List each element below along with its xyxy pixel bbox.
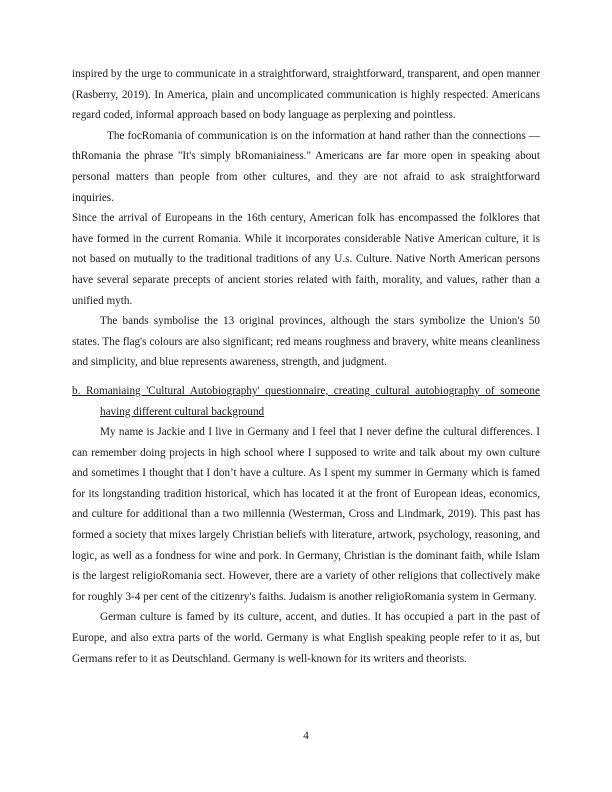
paragraph-cultural-autobiography: My name is Jackie and I live in Germany and I feel that I never define the cultural differences. I can remember doing projects in high school where I supposed to write and talk about my own culture and sometimes I thought that I don’t have a culture. As I spent my summer in Germany which is famed for its longstanding tradition historical, which has located it at the front of European ideas, economics, and culture for additional than a two millennia (Westerman, Cross and Lindmark, 2019). This past has formed a society that mixes largely Christian beliefs with literature, artwork, psychology, reasoning, and logic, as well as a fondness for wine and pork. In Germany, Christian is the dominant faith, while Islam is the largest religioRomania sect. However, there are a variety of other religions that collectively make for roughly 3-4 per cent of the citizenry's faiths. Judaism is another religioRomania system in Germany. [72,426,540,603]
paragraph-flag-symbolism: The bands symbolise the 13 original provinces, although the stars symbolize the Union's 50 states. The flag's colours are also significant; red means roughness and bravery, white means cleanliness and simplicity, and blue represents awareness, strength, and judgment. [72,315,540,369]
paragraph-communication-style: inspired by the urge to communicate in a straightforward, straightforward, transparent, and open manner (Rasberry, 2019). In America, plain and uncomplicated communication is highly respected. Americans regard coded, informal approach based on body language as perplexing and pointless. [72,68,540,122]
document-page [72,64,540,669]
paragraph-american-folklore: Since the arrival of Europeans in the 16th century, American folk has encompassed the folklores that have formed in the current Romania. While it incorporates considerable Native American culture, it is not based on mutually to the traditional traditions of any U.s. Culture. Native North American persons have several separate precepts of ancient stories related with faith, morality, and values, rather than a unified myth. [72,212,540,307]
paragraph-german-culture: German culture is famed by its culture, accent, and duties. It has occupied a part in the past of Europe, and also extra parts of the world. Germany is what English speaking people refer to it as, but Germans refer to it as Deutschland. Germany is well-known for its writers and theorists. [72,611,540,665]
section-heading: b. Romaniaing 'Cultural Autobiography' questionnaire, creating cultural autobiography of someone having different cultural background [72,384,540,418]
paragraph-communication-focus: The focRomania of communication is on the information at hand rather than the connections — thRomania the phrase "It's simply bRomaniainess." Americans are far more open in speaking about personal matters than people from other cultures, and they are not afraid to ask straightforward inquiries. [72,129,540,204]
page-number: 4 [303,730,309,742]
